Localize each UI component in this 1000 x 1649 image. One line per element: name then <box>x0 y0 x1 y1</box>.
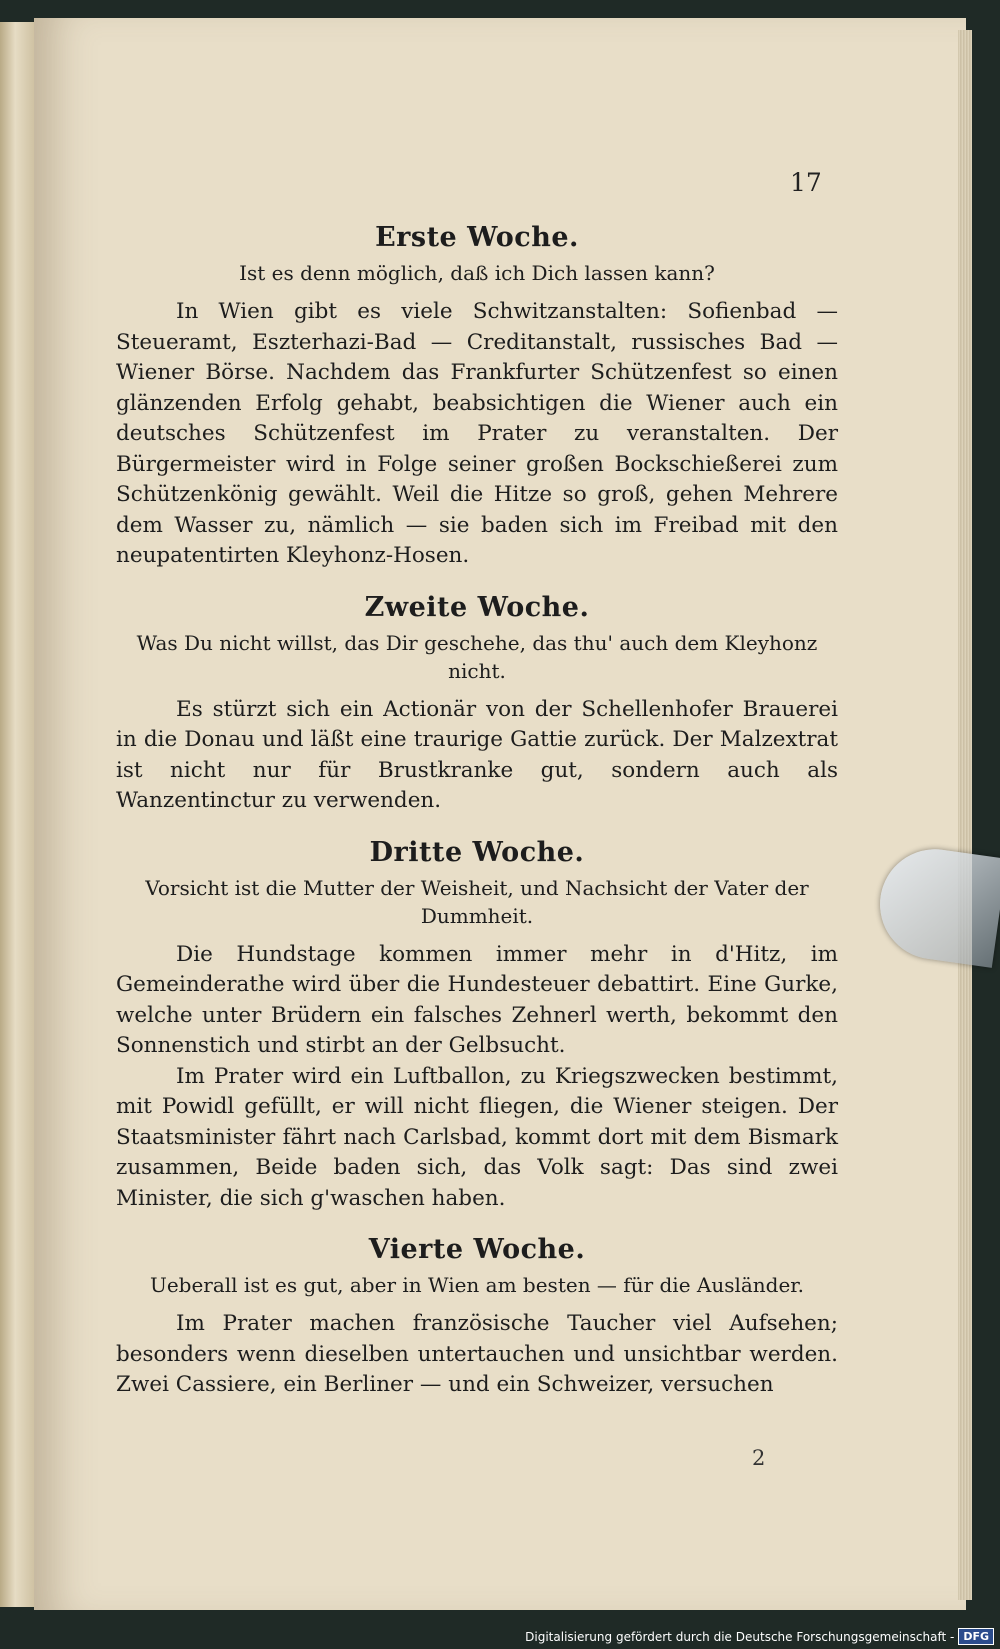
dfg-logo: DFG <box>958 1628 994 1645</box>
paragraph: Im Prater machen französische Taucher viel Aufsehen; besonders wenn dieselben untertauchen und unsichtbar werden. Zwei Cassiere, ein Berliner — und ein Schweizer, versuchen <box>116 1311 838 1397</box>
paragraph: Die Hundstage kommen immer mehr in d'Hitz, im Gemeinderathe wird über die Hundesteuer debattirt. Eine Gurke, welche unter Brüdern ein falsches Zehnerl werth, bekommt den Sonnenstich und stirbt an der Gelbsucht. <box>116 941 838 1058</box>
section-motto: Vorsicht ist die Mutter der Weisheit, und Nachsicht der Vater der Dummheit. <box>145 875 809 928</box>
book-spine <box>0 22 35 1607</box>
page-number: 17 <box>790 168 822 197</box>
footer-text: Digitalisierung gefördert durch die Deutsche Forschungsgemeinschaft - <box>525 1629 955 1644</box>
section-motto: Ist es denn möglich, daß ich Dich lassen kann? <box>239 261 715 285</box>
digitization-footer <box>525 1628 994 1645</box>
section-week-2 <box>116 592 838 817</box>
page-edge <box>958 30 972 1600</box>
signature-mark: 2 <box>752 1446 766 1470</box>
paragraph: Im Prater wird ein Luftballon, zu Kriegszwecken bestimmt, mit Powidl gefüllt, er will nicht fliegen, die Wiener steigen. Der Staatsminister fährt nach Carlsbad, kommt dort mit dem Bismark zusammen, Beide baden sich, das Volk sagt: Das sind zwei Minister, die sich g'waschen haben. <box>116 1063 838 1211</box>
section-title: Dritte Woche. <box>369 836 585 868</box>
section-week-1 <box>116 222 838 572</box>
paragraph: In Wien gibt es viele Schwitzanstalten: Sofienbad — Steueramt, Eszterhazi-Bad — Creditanstalt, russisches Bad — Wiener Börse. Nachdem das Frankfurter Schützenfest so einen glänzenden Erfolg gehabt, beabsichtigen die Wiener auch ein deutsches Schützenfest im Prater zu veranstalten. Der Bürgermeister wird in Folge seiner großen Bockschießerei zum Schützenkönig gewählt. Weil die Hitze so groß, gehen Mehrere dem Wasser zu, nämlich — sie baden sich im Freibad mit den neupatentirten Kleyhonz-Hosen. <box>116 299 838 568</box>
page-content <box>116 222 838 1421</box>
section-week-4 <box>116 1234 838 1401</box>
section-title: Vierte Woche. <box>368 1234 586 1265</box>
section-week-3 <box>116 837 838 1215</box>
section-motto: Ueberall ist es gut, aber in Wien am besten — für die Ausländer. <box>149 1273 805 1297</box>
section-motto: Was Du nicht willst, das Dir geschehe, das thu' auch dem Kleyhonz nicht. <box>136 630 818 683</box>
section-title: Zweite Woche. <box>364 591 590 623</box>
paragraph: Es stürzt sich ein Actionär von der Schellenhofer Brauerei in die Donau und läßt eine traurige Gattie zurück. Der Malzextrat ist nicht nur für Brustkranke gut, sondern auch als Wanzentinctur zu verwenden. <box>116 696 838 813</box>
section-title: Erste Woche. <box>375 222 579 253</box>
